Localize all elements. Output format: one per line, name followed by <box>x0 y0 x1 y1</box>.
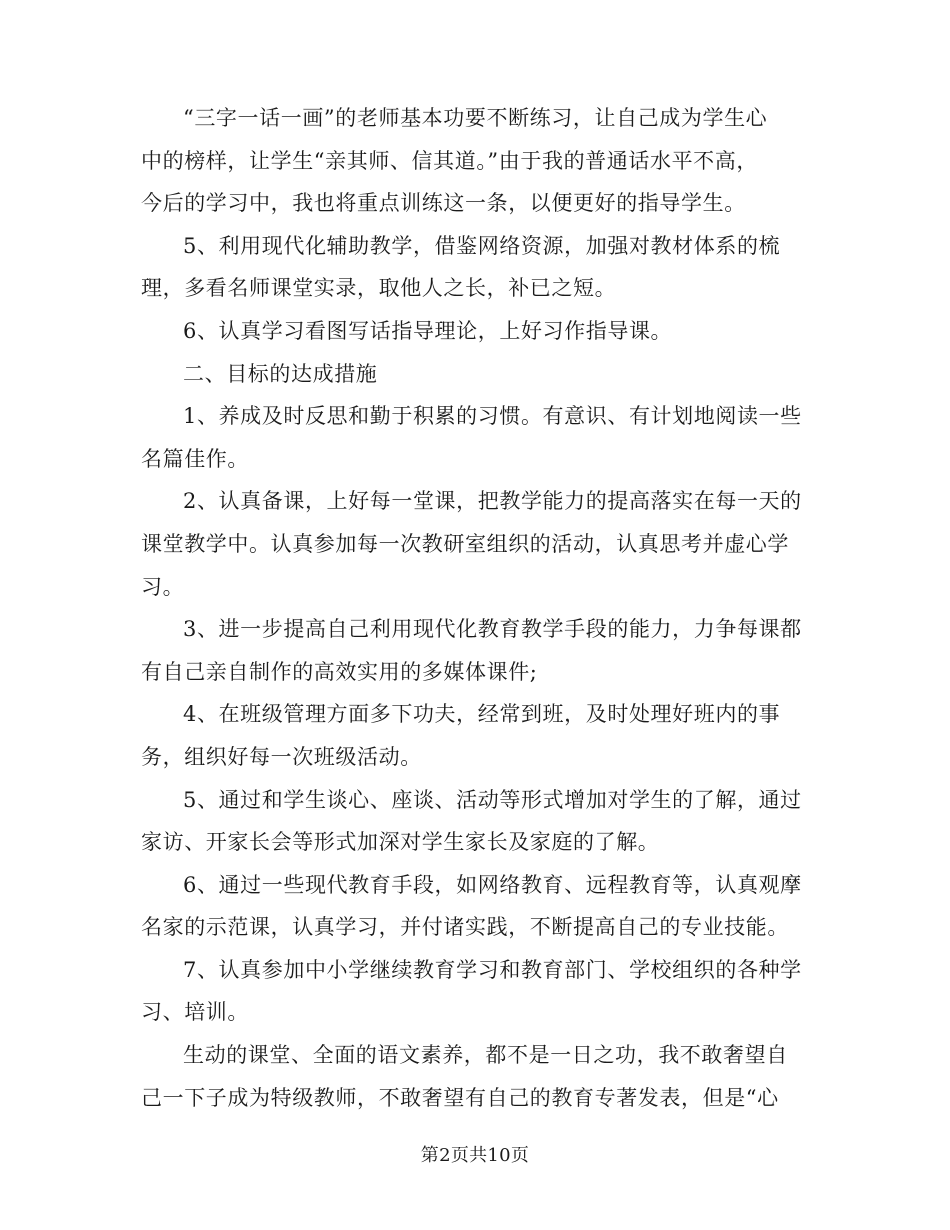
text-line: 5、通过和学生谈心、座谈、活动等形式增加对学生的了解，通过 <box>183 787 802 812</box>
text-line: 务，组织好每一次班级活动。 <box>141 744 422 769</box>
text-line: 课堂教学中。认真参加每一次教研室组织的活动，认真思考并虚心学 <box>141 531 789 556</box>
text-line: 今后的学习中，我也将重点训练这一条，以便更好的指导学生。 <box>141 191 746 216</box>
text-line: 中的榜样，让学生“亲其师、信其道。”由于我的普通话水平不高， <box>141 148 758 173</box>
paragraph-item-6-writing-guidance <box>141 310 813 353</box>
text-line: 7、认真参加中小学继续教育学习和教育部门、学校组织的各种学 <box>183 957 802 982</box>
paragraph-measure-4 <box>141 693 813 778</box>
section-heading-measures <box>141 353 813 396</box>
text-line: 5、利用现代化辅助教学，借鉴网络资源，加强对教材体系的梳 <box>183 233 781 258</box>
text-line: 己一下子成为特级教师，不敢奢望有自己的教育专著发表，但是“心 <box>141 1085 779 1110</box>
text-line: 有自己亲自制作的高效实用的多媒体课件; <box>141 659 538 684</box>
text-line: 4、在班级管理方面多下功夫，经常到班，及时处理好班内的事 <box>183 702 781 727</box>
text-line: 名家的示范课，认真学习，并付诸实践，不断提高自己的专业技能。 <box>141 915 789 940</box>
text-line: 6、认真学习看图写话指导理论，上好习作指导课。 <box>183 318 673 343</box>
text-line: 生动的课堂、全面的语文素养，都不是一日之功，我不敢奢望自 <box>183 1043 788 1068</box>
text-line: 1、养成及时反思和勤于积累的习惯。有意识、有计划地阅读一些 <box>183 404 802 429</box>
paragraph-item-5-modern-teaching <box>141 225 813 310</box>
text-line: 2、认真备课，上好每一堂课，把教学能力的提高落实在每一天的 <box>183 489 802 514</box>
document-body <box>141 97 813 1119</box>
section-heading-text: 二、目标的达成措施 <box>183 361 378 386</box>
paragraph-closing <box>141 1034 813 1119</box>
text-line: 习、培训。 <box>141 1000 249 1025</box>
text-line: 6、通过一些现代教育手段，如网络教育、远程教育等，认真观摩 <box>183 872 802 897</box>
text-line: 家访、开家长会等形式加深对学生家长及家庭的了解。 <box>141 830 660 855</box>
paragraph-basic-skills <box>141 97 813 225</box>
page-number-footer: 第2页共10页 <box>420 1145 530 1166</box>
text-line: 理，多看名师课堂实录，取他人之长，补已之短。 <box>141 276 617 301</box>
paragraph-measure-1 <box>141 395 813 480</box>
paragraph-measure-3 <box>141 608 813 693</box>
text-line: 习。 <box>141 574 185 599</box>
text-line: “三字一话一画”的老师基本功要不断练习，让自己成为学生心 <box>183 106 768 130</box>
paragraph-measure-7 <box>141 949 813 1034</box>
paragraph-measure-6 <box>141 864 813 949</box>
paragraph-measure-2 <box>141 480 813 608</box>
paragraph-measure-5 <box>141 779 813 864</box>
text-line: 名篇佳作。 <box>141 446 249 471</box>
text-line: 3、进一步提高自己利用现代化教育教学手段的能力，力争每课都 <box>183 617 802 642</box>
